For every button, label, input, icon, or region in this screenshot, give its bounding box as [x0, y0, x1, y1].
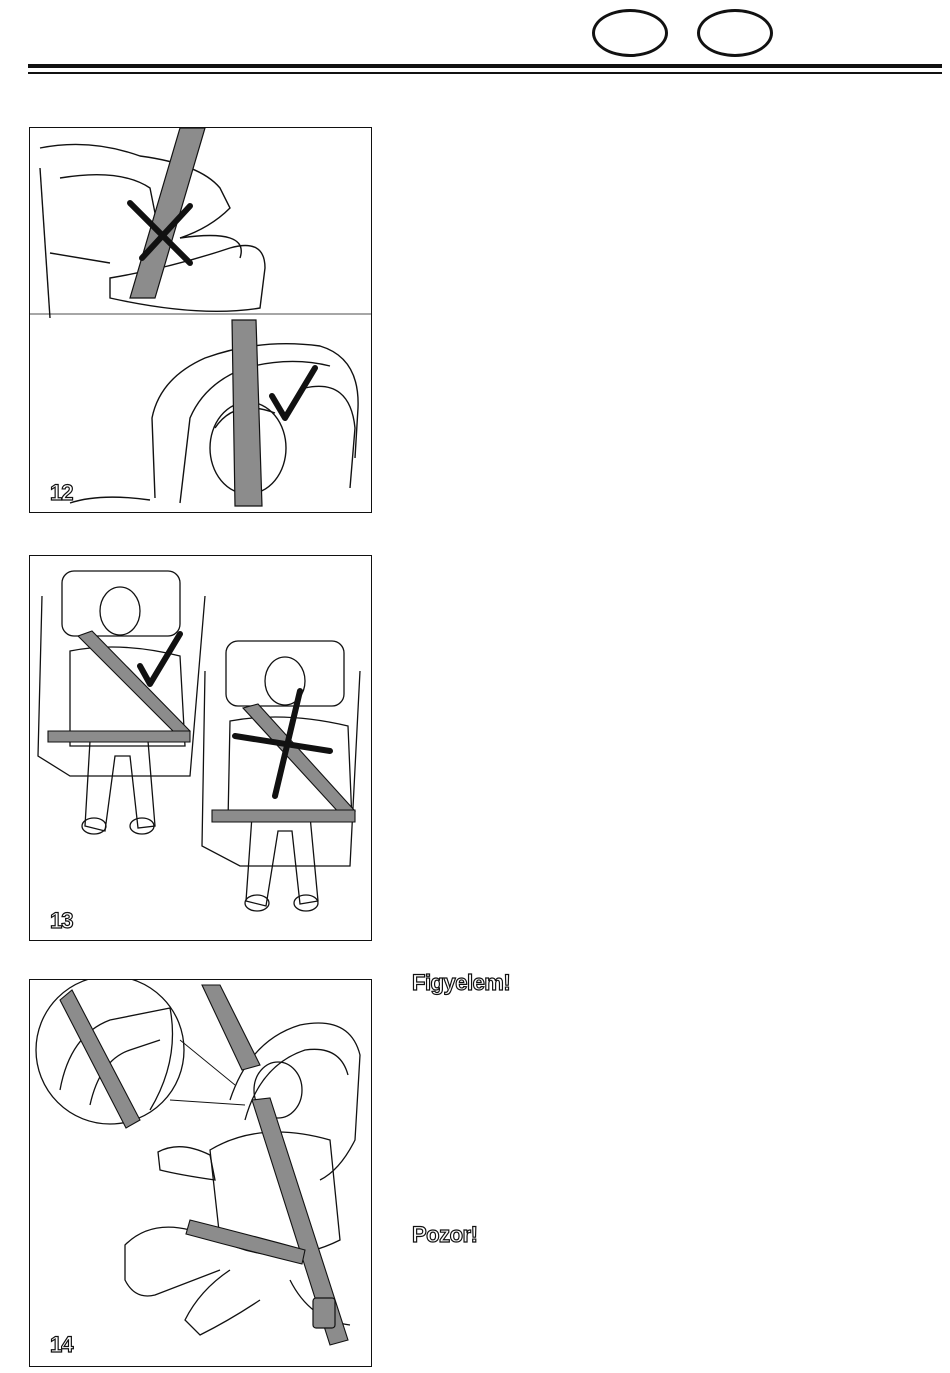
figure-12-illustration — [30, 128, 372, 513]
header-rule-thick — [28, 64, 942, 68]
language-badge-1 — [592, 9, 668, 57]
header-rule-thin — [28, 72, 942, 74]
figure-14-illustration — [30, 980, 372, 1367]
language-badge-2 — [697, 9, 773, 57]
check-icon — [272, 368, 315, 418]
figure-14 — [29, 979, 372, 1367]
figure-13 — [29, 555, 372, 941]
warning-heading-cz: Pozor! — [412, 1222, 478, 1247]
figure-number: 13 — [50, 908, 73, 933]
figure-13-illustration — [30, 556, 372, 941]
figure-12 — [29, 127, 372, 513]
figure-number: 14 — [50, 1332, 73, 1357]
warning-heading-hu: Figyelem! — [412, 970, 511, 995]
figure-number: 12 — [50, 480, 73, 505]
check-icon — [140, 634, 180, 684]
